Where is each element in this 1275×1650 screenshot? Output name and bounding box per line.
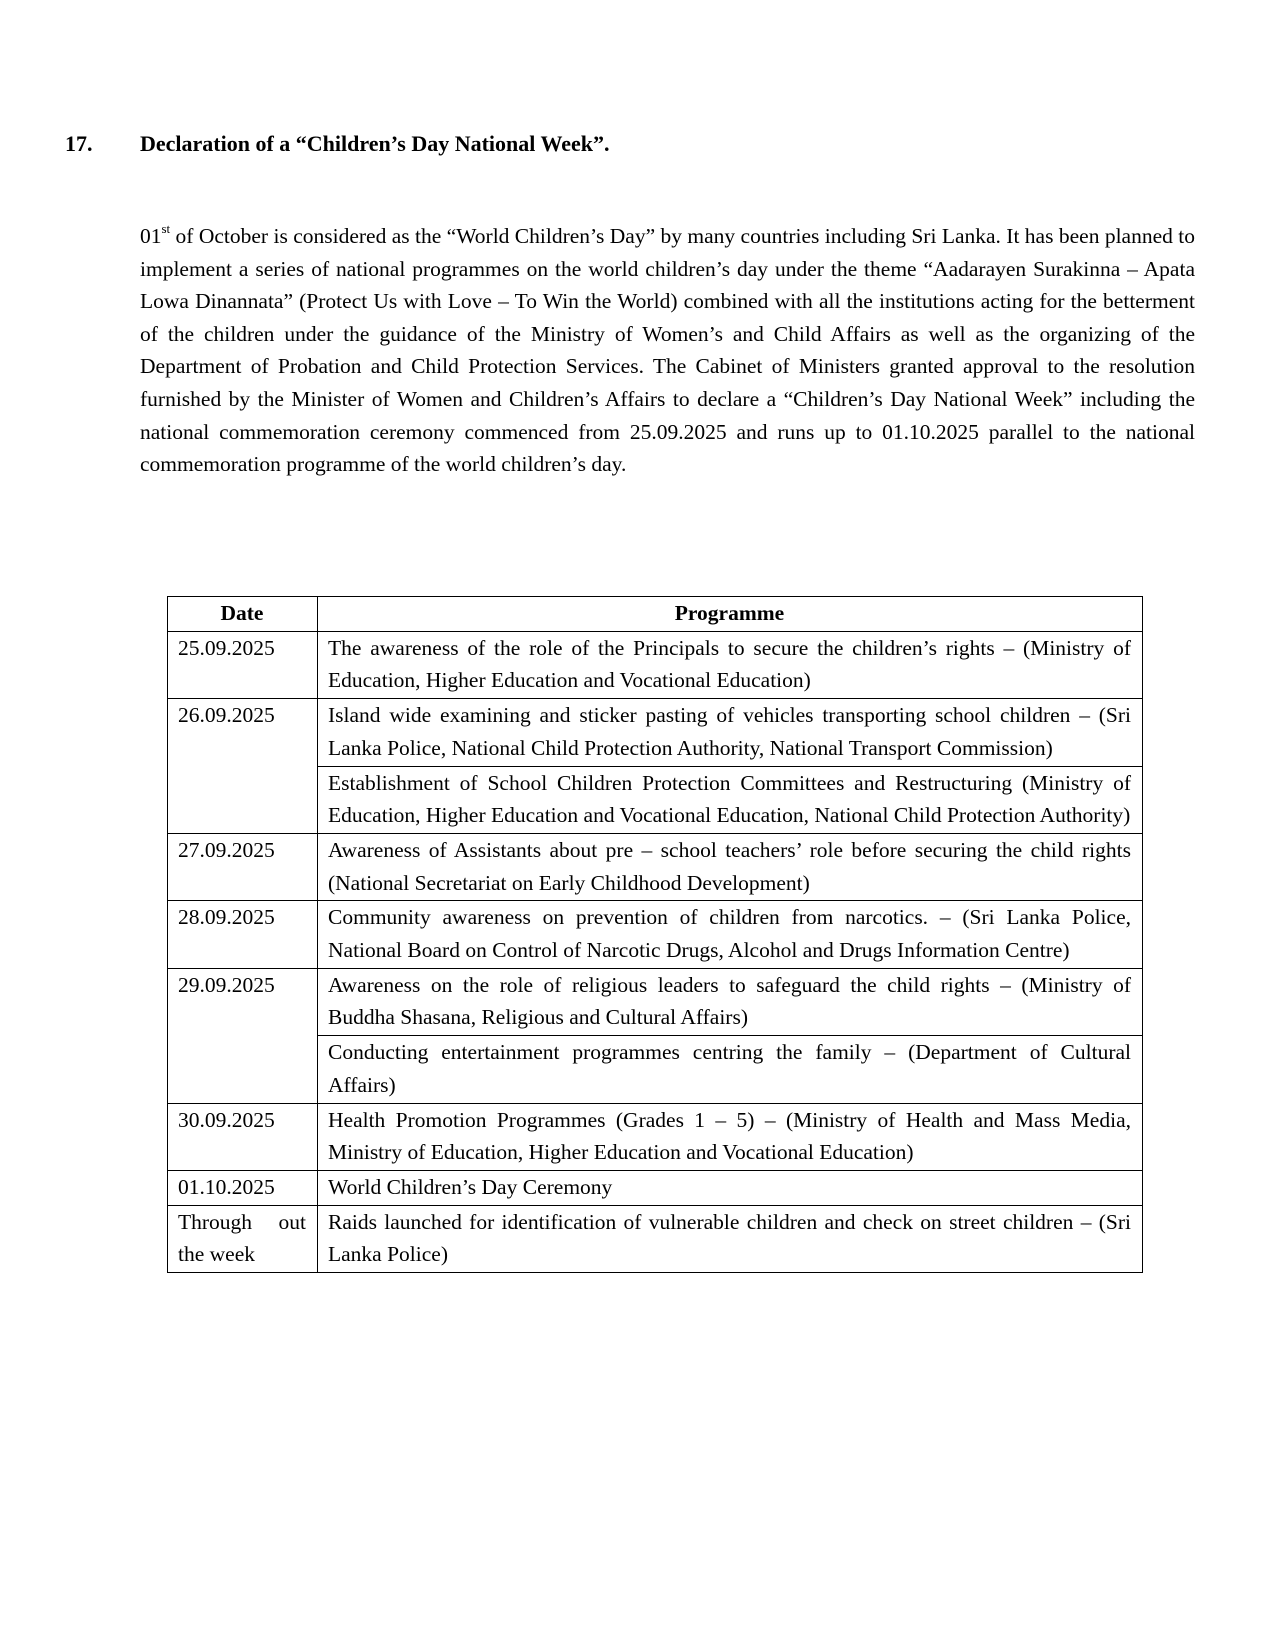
programme-cell: Conducting entertainment programmes centring the family – (Department of Cultural Affairs) xyxy=(318,1036,1143,1103)
table-row xyxy=(168,699,1143,766)
section-title: Declaration of a “Children’s Day National Week”. xyxy=(140,131,610,156)
date-cell: 28.09.2025 xyxy=(168,901,318,968)
table-row xyxy=(168,631,1143,698)
date-cell: 29.09.2025 xyxy=(168,968,318,1103)
table-row xyxy=(168,968,1143,1035)
programme-column-header: Programme xyxy=(318,597,1143,632)
programme-cell: Establishment of School Children Protection Committees and Restructuring (Ministry of Education, Higher Education and Vocational Education, National Child Protection Authority) xyxy=(318,766,1143,833)
table-row xyxy=(168,1170,1143,1205)
paragraph-text: of October is considered as the “World Children’s Day” by many countries including Sri Lanka. It has been planned to implement a series of national programmes on the world children’s day under the theme “Aadarayen Surakinna – Apata Lowa Dinannata” (Protect Us with Love – To Win the World) combined with all the institutions acting for the betterment of the children under the guidance of the Ministry of Women’s and Child Affairs as well as the organizing of the Department of Probation and Child Protection Services. The Cabinet of Ministers granted approval to the resolution furnished by the Minister of Women and Children’s Affairs to declare a “Children’s Day National Week” including the national commemoration ceremony commenced from 25.09.2025 and runs up to 01.10.2025 parallel to the national commemoration programme of the world children’s day. xyxy=(140,224,1195,477)
programme-cell: Awareness of Assistants about pre – school teachers’ role before securing the child rights (National Secretariat on Early Childhood Development) xyxy=(318,833,1143,900)
date-cell: 30.09.2025 xyxy=(168,1103,318,1170)
date-cell: 26.09.2025 xyxy=(168,699,318,834)
date-column-header: Date xyxy=(168,597,318,632)
date-cell: Through out the week xyxy=(168,1205,318,1272)
table-header-row xyxy=(168,597,1143,632)
paragraph-lead-superscript: st xyxy=(161,220,171,236)
date-cell: 01.10.2025 xyxy=(168,1170,318,1205)
paragraph-lead: 01 xyxy=(140,224,162,248)
programme-cell: Raids launched for identification of vulnerable children and check on street children – (Sri Lanka Police) xyxy=(318,1205,1143,1272)
table-row xyxy=(168,833,1143,900)
section-heading xyxy=(65,131,610,157)
table-row xyxy=(168,1205,1143,1272)
date-cell: 25.09.2025 xyxy=(168,631,318,698)
programme-cell: The awareness of the role of the Principals to secure the children’s rights – (Ministry of Education, Higher Education and Vocational Education) xyxy=(318,631,1143,698)
table-row xyxy=(168,901,1143,968)
section-number: 17. xyxy=(65,131,93,156)
programme-cell: World Children’s Day Ceremony xyxy=(318,1170,1143,1205)
table-row xyxy=(168,1103,1143,1170)
programme-cell: Island wide examining and sticker pasting of vehicles transporting school children – (Sri Lanka Police, National Child Protection Authority, National Transport Commission) xyxy=(318,699,1143,766)
date-cell: 27.09.2025 xyxy=(168,833,318,900)
programme-cell: Health Promotion Programmes (Grades 1 – 5) – (Ministry of Health and Mass Media, Ministry of Education, Higher Education and Vocational Education) xyxy=(318,1103,1143,1170)
body-paragraph xyxy=(140,220,1195,481)
programme-cell: Community awareness on prevention of children from narcotics. – (Sri Lanka Police, National Board on Control of Narcotic Drugs, Alcohol and Drugs Information Centre) xyxy=(318,901,1143,968)
programme-cell: Awareness on the role of religious leaders to safeguard the child rights – (Ministry of Buddha Shasana, Religious and Cultural Affairs) xyxy=(318,968,1143,1035)
programme-table xyxy=(167,596,1143,1273)
